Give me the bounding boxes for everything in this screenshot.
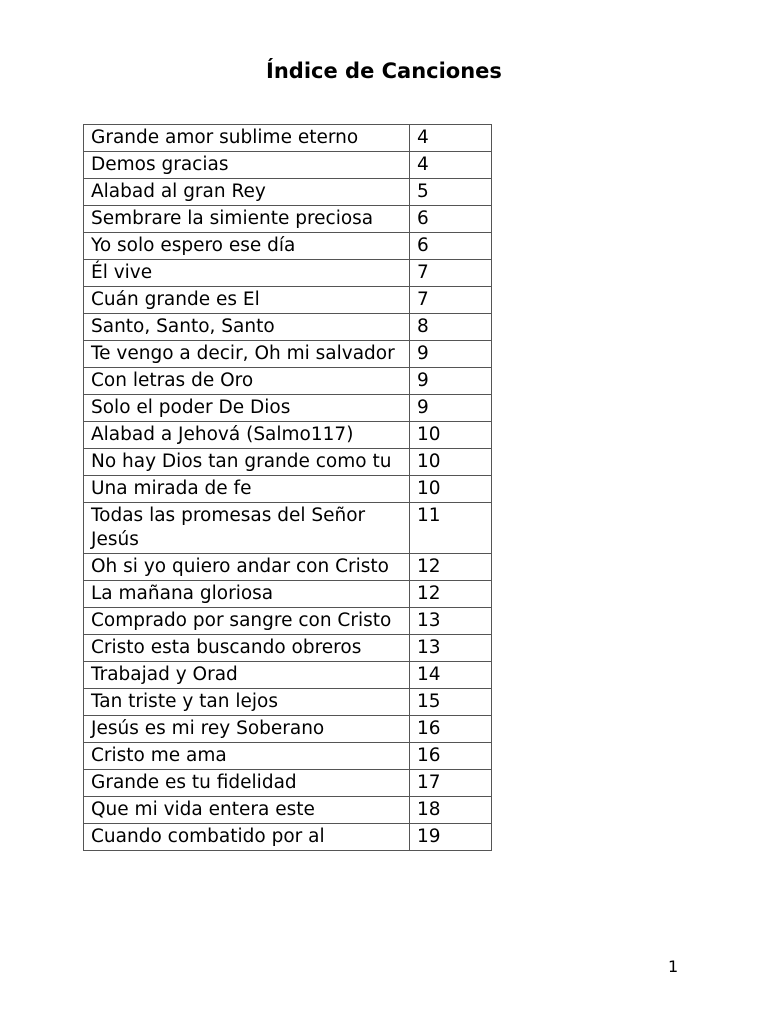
song-page: 5: [410, 179, 492, 206]
song-page: 7: [410, 287, 492, 314]
table-row: [84, 287, 492, 314]
table-row: [84, 503, 492, 554]
song-title: Jesús es mi rey Soberano: [84, 716, 410, 743]
song-index-table: [83, 124, 492, 851]
table-row: [84, 152, 492, 179]
song-title: Oh si yo quiero andar con Cristo: [84, 554, 410, 581]
song-title: La mañana gloriosa: [84, 581, 410, 608]
song-page: 15: [410, 689, 492, 716]
song-title: Todas las promesas del Señor Jesús: [84, 503, 410, 554]
song-title: Cuando combatido por al: [84, 824, 410, 851]
song-page: 9: [410, 395, 492, 422]
song-title: Demos gracias: [84, 152, 410, 179]
song-title: Con letras de Oro: [84, 368, 410, 395]
song-page: 18: [410, 797, 492, 824]
song-page: 16: [410, 716, 492, 743]
song-title: No hay Dios tan grande como tu: [84, 449, 410, 476]
song-page: 9: [410, 368, 492, 395]
table-row: [84, 341, 492, 368]
page-title: Índice de Canciones: [266, 59, 502, 83]
song-page: 7: [410, 260, 492, 287]
table-row: [84, 449, 492, 476]
song-title: Grande amor sublime eterno: [84, 125, 410, 152]
song-title: Trabajad y Orad: [84, 662, 410, 689]
table-row: [84, 125, 492, 152]
song-page: 17: [410, 770, 492, 797]
song-page: 4: [410, 152, 492, 179]
table-row: [84, 824, 492, 851]
song-page: 10: [410, 476, 492, 503]
song-page: 4: [410, 125, 492, 152]
song-title: Él vive: [84, 260, 410, 287]
song-title: Comprado por sangre con Cristo: [84, 608, 410, 635]
song-page: 14: [410, 662, 492, 689]
song-page: 12: [410, 581, 492, 608]
table-row: [84, 422, 492, 449]
table-row: [84, 608, 492, 635]
song-page: 19: [410, 824, 492, 851]
table-row: [84, 770, 492, 797]
table-row: [84, 743, 492, 770]
table-row: [84, 206, 492, 233]
table-row: [84, 662, 492, 689]
table-row: [84, 179, 492, 206]
song-page: 13: [410, 608, 492, 635]
song-page: 6: [410, 233, 492, 260]
table-row: [84, 476, 492, 503]
song-page: 9: [410, 341, 492, 368]
song-title: Cuán grande es El: [84, 287, 410, 314]
table-row: [84, 260, 492, 287]
song-page: 11: [410, 503, 492, 554]
table-row: [84, 233, 492, 260]
table-row: [84, 368, 492, 395]
song-title: Que mi vida entera este: [84, 797, 410, 824]
table-row: [84, 314, 492, 341]
table-row: [84, 554, 492, 581]
table-row: [84, 635, 492, 662]
table-row: [84, 581, 492, 608]
song-title: Tan triste y tan lejos: [84, 689, 410, 716]
song-title: Santo, Santo, Santo: [84, 314, 410, 341]
song-page: 10: [410, 449, 492, 476]
table-row: [84, 716, 492, 743]
song-title: Cristo esta buscando obreros: [84, 635, 410, 662]
song-title: Alabad al gran Rey: [84, 179, 410, 206]
song-page: 10: [410, 422, 492, 449]
song-index-body: [84, 125, 492, 851]
table-row: [84, 395, 492, 422]
song-page: 8: [410, 314, 492, 341]
song-title: Alabad a Jehová (Salmo117): [84, 422, 410, 449]
song-page: 6: [410, 206, 492, 233]
song-page: 12: [410, 554, 492, 581]
song-title: Una mirada de fe: [84, 476, 410, 503]
table-row: [84, 689, 492, 716]
page-number: 1: [668, 957, 679, 976]
table-row: [84, 797, 492, 824]
song-title: Sembrare la simiente preciosa: [84, 206, 410, 233]
song-title: Grande es tu fidelidad: [84, 770, 410, 797]
song-page: 16: [410, 743, 492, 770]
song-title: Solo el poder De Dios: [84, 395, 410, 422]
song-page: 13: [410, 635, 492, 662]
song-title: Te vengo a decir, Oh mi salvador: [84, 341, 410, 368]
song-title: Yo solo espero ese día: [84, 233, 410, 260]
song-title: Cristo me ama: [84, 743, 410, 770]
